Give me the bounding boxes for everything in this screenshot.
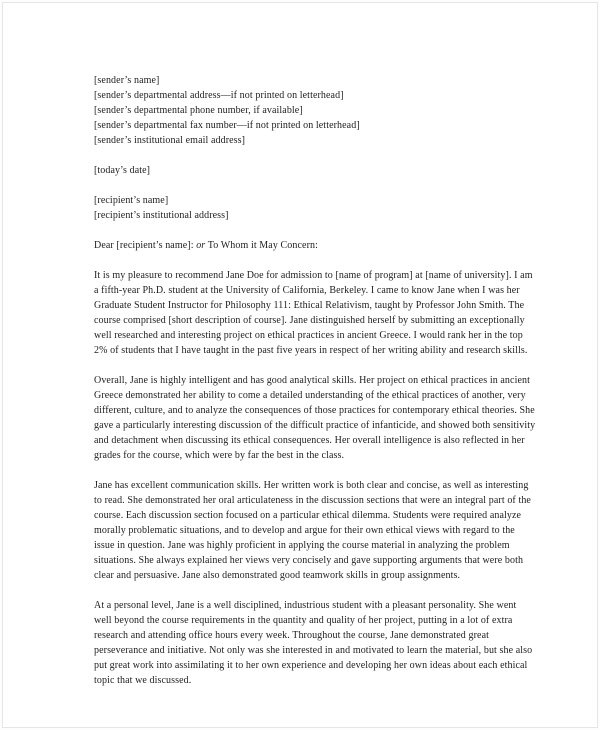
recipient-address-line: [recipient’s institutional address] [94, 210, 229, 221]
salutation-or: or [196, 240, 206, 251]
body-paragraph-3: Jane has excellent communication skills. Her written work is both clear and concise, as well as interesting to read. She demonstrated her oral articulateness in the discussion sections that were an integral part of the course. Each discussion section focused on a particular ethical dilemma. Students were required analyze morally problematic situations, and to develop and argue for their own ethical views with regard to the issue in question. Jane was highly proficient in applying the course material in analyzing the problem situations. She always explained her views very concisely and gave supporting arguments that were both clear and persuasive. Jane also demonstrated good teamwork skills in group assignments. [94, 480, 531, 581]
sender-name-line: [sender’s name] [94, 75, 160, 86]
sender-fax-line: [sender’s departmental fax number—if not printed on letterhead] [94, 120, 360, 131]
body-paragraph-4: At a personal level, Jane is a well disciplined, industrious student with a pleasant personality. She went well beyond the course requirements in the quantity and quality of her project, putting in a lot of extra research and attending office hours every week. Throughout the course, Jane demonstrated great perseverance and initiative. Not only was she interested in and motivated to learn the material, but she also put great work into assimilating it to her own experience and developing her own ideas about each ethical topic that we discussed. [94, 600, 533, 686]
salutation-line [94, 238, 553, 253]
body-paragraph-2: Overall, Jane is highly intelligent and has good analytical skills. Her project on ethical practices in ancient Greece demonstrated her ability to come a detailed understanding of the ethical practices of another, very different, culture, and to analyze the consequences of those practices for contemporary ethical theories. She gave a particularly interesting discussion of the difficult practice of infanticide, and showed both sensitivity and detachment when discussing its ethical consequences. Her overall intelligence is also reflected in her grades for the course, which were by far the best in the class. [94, 375, 536, 461]
letter-content [3, 3, 597, 703]
date-line: [today’s date] [94, 165, 151, 176]
recipient-name-line: [recipient’s name] [94, 195, 169, 206]
date-block [94, 163, 553, 178]
letter-page [2, 2, 598, 728]
body-paragraph-1: It is my pleasure to recommend Jane Doe for admission to [name of program] at [name of university]. I am a fifth-year Ph.D. student at the University of California, Berkeley. I came to know Jane when I was her Graduate Student Instructor for Philosophy 111: Ethical Relativism, taught by Professor John Smith. The course comprised [short description of course]. Jane distinguished herself by submitting an exceptionally well researched and interesting project on ethical practices in ancient Greece. I would rank her in the top 2% of students that I have taught in the past five years in respect of her writing ability and research skills. [94, 270, 533, 356]
salutation-suffix: To Whom it May Concern: [205, 240, 318, 251]
sender-address-line: [sender’s departmental address—if not printed on letterhead] [94, 90, 344, 101]
sender-block [94, 73, 553, 148]
recipient-block [94, 193, 553, 223]
sender-phone-line: [sender’s departmental phone number, if available] [94, 105, 303, 116]
sender-email-line: [sender’s institutional email address] [94, 135, 246, 146]
salutation-prefix: Dear [recipient’s name]: [94, 240, 197, 251]
